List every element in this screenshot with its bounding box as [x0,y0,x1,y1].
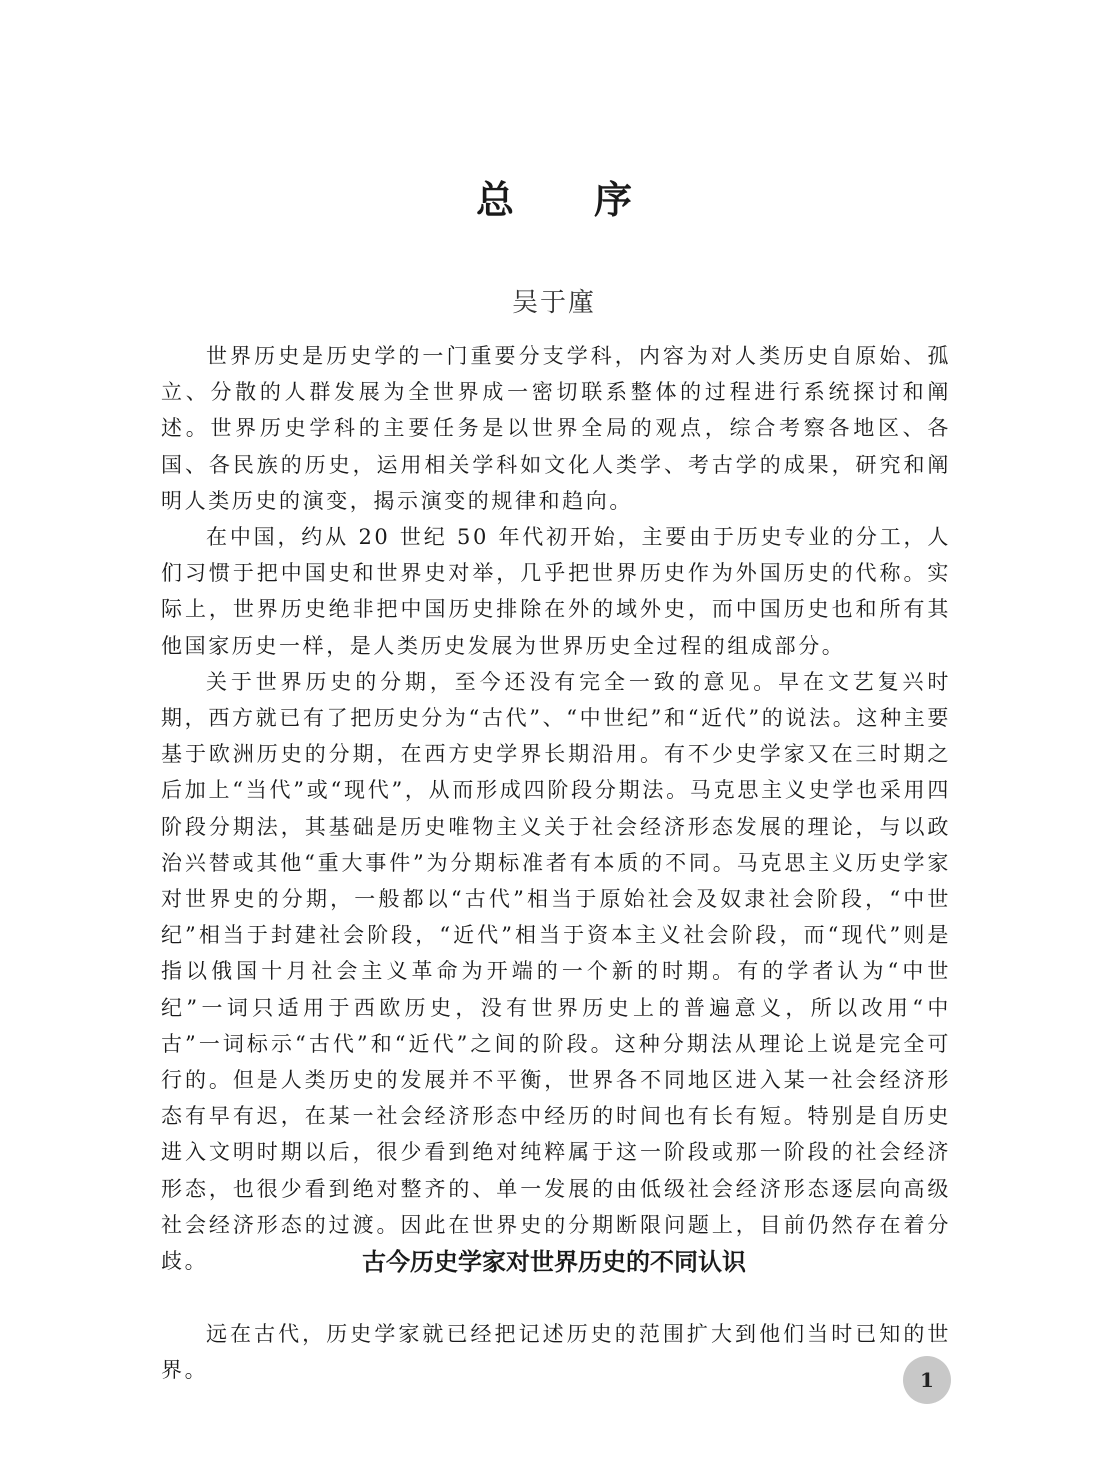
body-text [161,338,951,1279]
paragraph-1: 世界历史是历史学的一门重要分支学科，内容为对人类历史自原始、孤立、分散的人群发展为全世界成一密切联系整体的过程进行系统探讨和阐述。世界历史学科的主要任务是以世界全局的观点，综合考察各地区、各国、各民族的历史，运用相关学科如文化人类学、考古学的成果，研究和阐明人类历史的演变，揭示演变的规律和趋向。 [161,344,951,513]
section-heading: 古今历史学家对世界历史的不同认识 [362,1247,746,1276]
paragraph-3: 关于世界历史的分期，至今还没有完全一致的意见。早在文艺复兴时期，西方就已有了把历史分为“古代”、“中世纪”和“近代”的说法。这种主要基于欧洲历史的分期，在西方史学界长期沿用。有不少史学家又在三时期之后加上“当代”或“现代”，从而形成四阶段分期法。马克思主义史学也采用四阶段分期法，其基础是历史唯物主义关于社会经济形态发展的理论，与以政治兴替或其他“重大事件”为分期标准者有本质的不同。马克思主义历史学家对世界史的分期，一般都以“古代”相当于原始社会及奴隶社会阶段，“中世纪”相当于封建社会阶段，“近代”相当于资本主义社会阶段，而“现代”则是指以俄国十月社会主义革命为开端的一个新的时期。有的学者认为“中世纪”一词只适用于西欧历史，没有世界历史上的普遍意义，所以改用“中古”一词标示“古代”和“近代”之间的阶段。这种分期法从理论上说是完全可行的。但是人类历史的发展并不平衡，世界各不同地区进入某一社会经济形态有早有迟，在某一社会经济形态中经历的时间也有长有短。特别是自历史进入文明时期以后，很少看到绝对纯粹属于这一阶段或那一阶段的社会经济形态，也很少看到绝对整齐的、单一发展的由低级社会经济形态逐层向高级社会经济形态的过渡。因此在世界史的分期断限问题上，目前仍然存在着分歧。 [161,669,951,1274]
section-paragraph-1: 远在古代，历史学家就已经把记述历史的范围扩大到他们当时已知的世界。 [161,1322,951,1383]
page-number: 1 [903,1356,951,1404]
section-body [161,1316,951,1388]
author-name: 吴于廑 [511,288,596,318]
paragraph-2: 在中国，约从 20 世纪 50 年代初开始，主要由于历史专业的分工，人们习惯于把中国史和世界史对举，几乎把世界历史作为外国历史的代称。实际上，世界历史绝非把中国历史排除在外的域外史，而中国历史也和所有其他国家历史一样，是人类历史发展为世界历史全过程的组成部分。 [161,525,951,658]
page-title: 总序 [475,178,712,222]
